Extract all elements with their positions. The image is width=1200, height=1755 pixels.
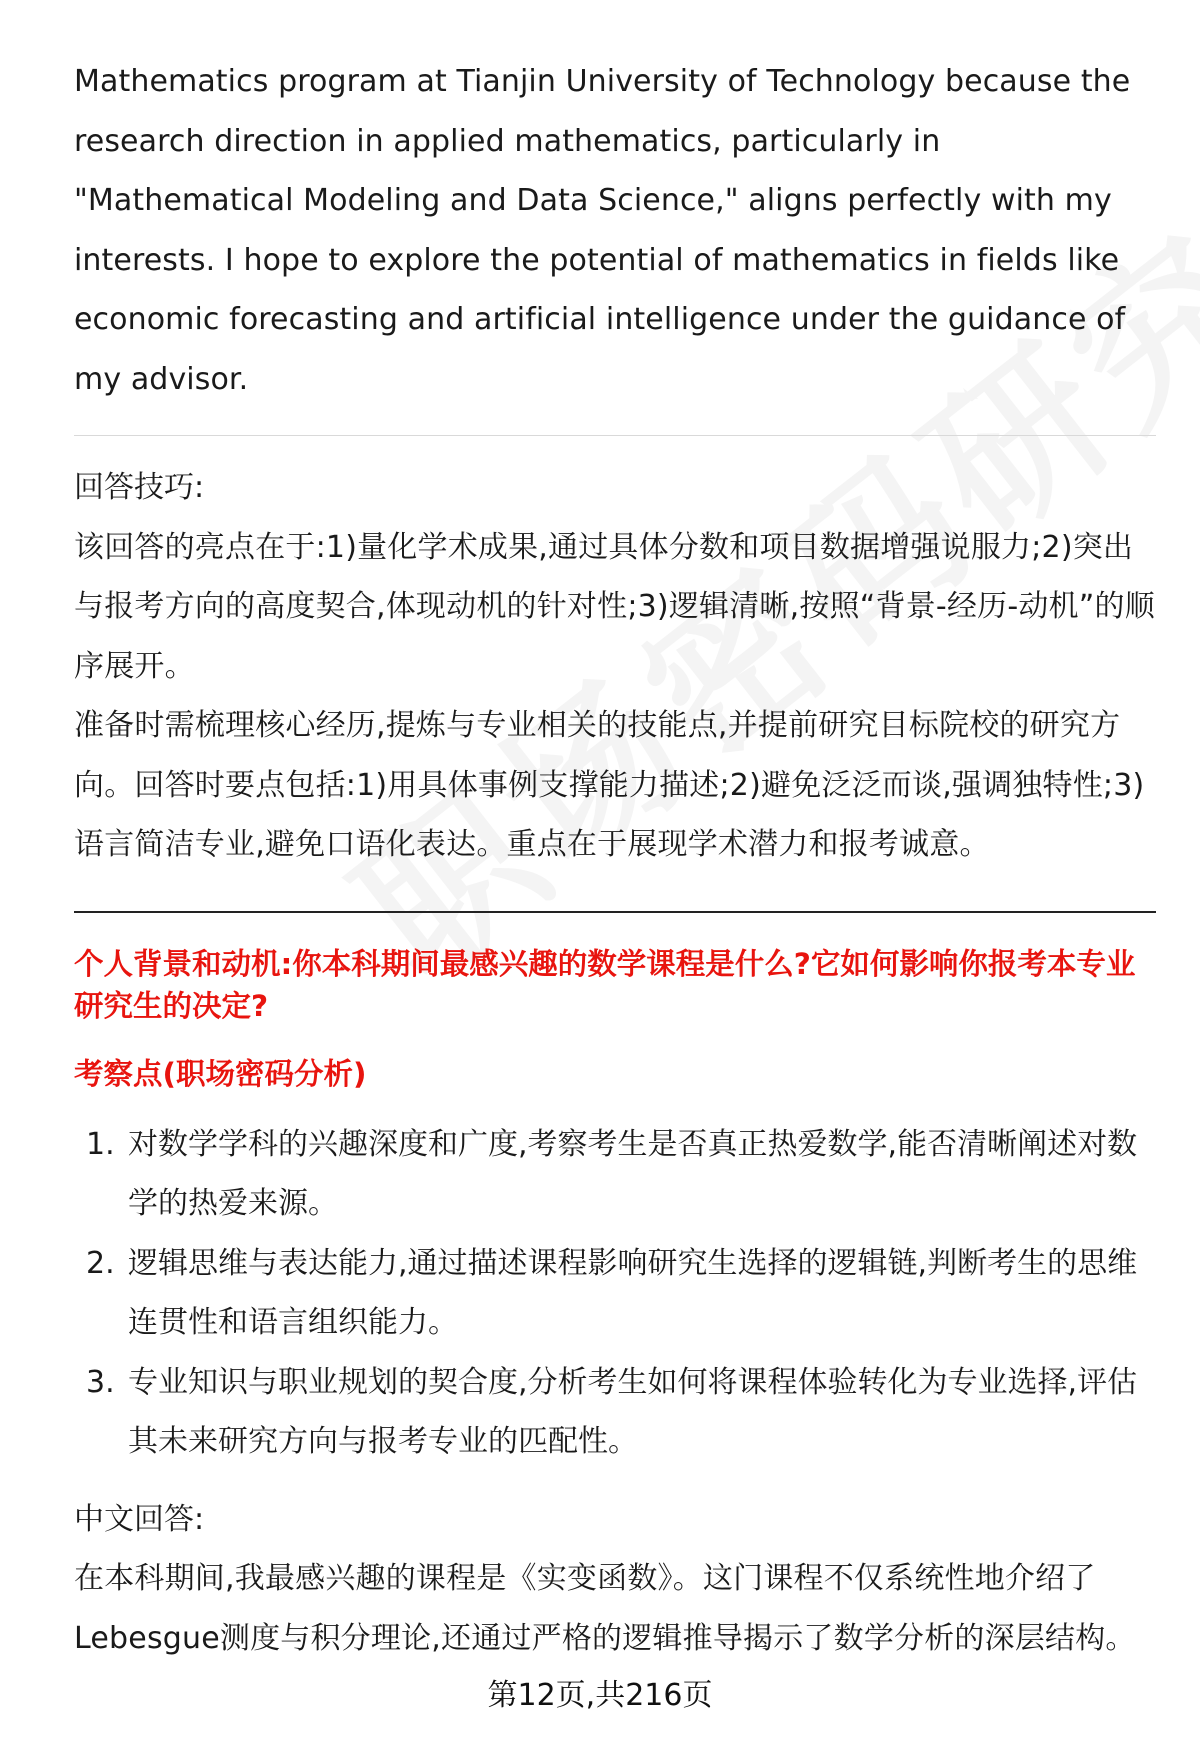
tips-paragraph-1: 该回答的亮点在于:1)量化学术成果,通过具体分数和项目数据增强说服力;2)突出与报考方向的高度契合,体现动机的针对性;3)逻辑清晰,按照“背景-经历-动机”的顺序展开。	[74, 529, 1155, 684]
question-title: 个人背景和动机:你本科期间最感兴趣的数学课程是什么?它如何影响你报考本专业研究生的决定?	[74, 946, 1136, 1023]
list-item-text: 逻辑思维与表达能力,通过描述课程影响研究生选择的逻辑链,判断考生的思维连贯性和语言组织能力。	[128, 1245, 1138, 1340]
divider-thin	[74, 435, 1156, 436]
divider-thick	[74, 911, 1156, 913]
list-item-text: 对数学学科的兴趣深度和广度,考察考生是否真正热爱数学,能否清晰阐述对数学的热爱来源。	[128, 1126, 1138, 1221]
list-item	[74, 1353, 1156, 1472]
top-paragraph: Mathematics program at Tianjin University of Technology because the research direction in applied mathematics, particularly in "Mathematical Modeling and Data Science," aligns perfectly with my interests. I hope to explore the potential of mathematics in fields like economic forecasting and artificial intelligence under the guidance of my advisor.	[74, 64, 1131, 397]
tips-paragraph-2: 准备时需梳理核心经历,提炼与专业相关的技能点,并提前研究目标院校的研究方向。回答时要点包括:1)用具体事例支撑能力描述;2)避免泛泛而谈,强调独特性;3)语言简洁专业,避免口语化表达。重点在于展现学术潜力和报考诚意。	[74, 708, 1145, 862]
list-item-number: 2.	[86, 1245, 115, 1281]
list-item-text: 专业知识与职业规划的契合度,分析考生如何将课程体验转化为专业选择,评估其未来研究方向与报考专业的匹配性。	[128, 1364, 1138, 1459]
assessment-points-list	[74, 1115, 1156, 1472]
list-item-number: 3.	[86, 1364, 115, 1400]
answer-label: 中文回答:	[74, 1501, 205, 1537]
answer-paragraph: 在本科期间,我最感兴趣的课程是《实变函数》。这门课程不仅系统性地介绍了Lebesgue测度与积分理论,还通过严格的逻辑推导揭示了数学分析的深层结构。	[74, 1561, 1136, 1656]
tips-label: 回答技巧:	[74, 470, 205, 505]
list-item-number: 1.	[86, 1126, 115, 1162]
list-item	[74, 1115, 1156, 1234]
page-number: 第12页,共216页	[487, 1678, 713, 1713]
list-item	[74, 1234, 1156, 1353]
document-page	[74, 52, 1156, 1668]
assessment-heading: 考察点(职场密码分析)	[74, 1056, 367, 1091]
